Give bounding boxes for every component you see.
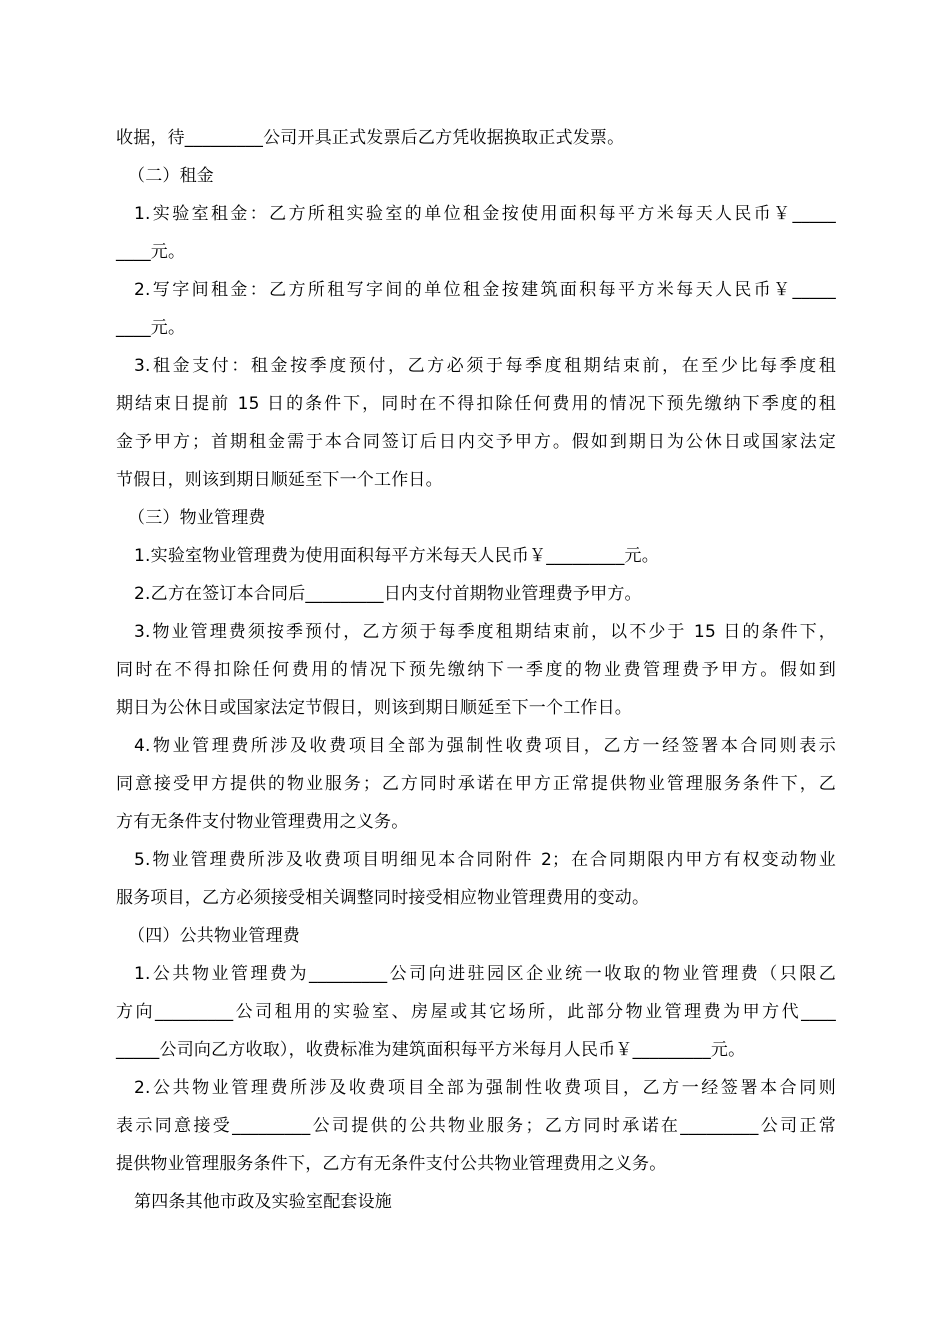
section-heading: （二）租金 [128, 166, 214, 186]
text-line: 3.租金支付：租金按季度预付，乙方必须于每季度租期结束前，在至少比每季度租 [134, 356, 836, 376]
text-line: 5.物业管理费所涉及收费项目明细见本合同附件 2；在合同期限内甲方有权变动物业 [134, 850, 836, 870]
text-line: 2.写字间租金：乙方所租写字间的单位租金按建筑面积每平方米每天人民币￥_____ [134, 280, 836, 300]
text-line: 1.实验室租金：乙方所租实验室的单位租金按使用面积每平方米每天人民币￥_____ [134, 204, 836, 224]
text-line: 提供物业管理服务条件下，乙方有无条件支付公共物业管理费用之义务。 [116, 1154, 667, 1174]
text-line: _____公司向乙方收取），收费标准为建筑面积每平方米每月人民币￥_________元。 [116, 1040, 746, 1060]
section-heading: （三）物业管理费 [128, 508, 266, 528]
text-line: 节假日，则该到期日顺延至下一个工作日。 [116, 470, 443, 490]
text-line: 同时在不得扣除任何费用的情况下预先缴纳下一季度的物业费管理费予甲方。假如到 [116, 660, 836, 680]
text-line: 1.实验室物业管理费为使用面积每平方米每天人民币￥_________元。 [134, 546, 659, 566]
text-line: 2.公共物业管理费所涉及收费项目全部为强制性收费项目，乙方一经签署本合同则 [134, 1078, 836, 1098]
text-line: 4.物业管理费所涉及收费项目全部为强制性收费项目，乙方一经签署本合同则表示 [134, 736, 836, 756]
text-line: 服务项目，乙方必须接受相关调整同时接受相应物业管理费用的变动。 [116, 888, 650, 908]
article-heading: 第四条其他市政及实验室配套设施 [134, 1192, 392, 1212]
text-line: ____元。 [116, 242, 186, 262]
text-line: 收据，待_________公司开具正式发票后乙方凭收据换取正式发票。 [116, 128, 625, 148]
text-line: 1.公共物业管理费为_________公司向进驻园区企业统一收取的物业管理费（只限乙 [134, 964, 836, 984]
text-line: 2.乙方在签订本合同后_________日内支付首期物业管理费予甲方。 [134, 584, 642, 604]
text-line: 期日为公休日或国家法定节假日，则该到期日顺延至下一个工作日。 [116, 698, 632, 718]
text-line: 期结束日提前 15 日的条件下，同时在不得扣除任何费用的情况下预先缴纳下季度的租 [116, 394, 836, 414]
text-line: 方向_________公司租用的实验室、房屋或其它场所，此部分物业管理费为甲方代____ [116, 1002, 836, 1022]
text-line: ____元。 [116, 318, 186, 338]
text-line: 表示同意接受_________公司提供的公共物业服务；乙方同时承诺在_________公司正常 [116, 1116, 836, 1136]
text-line: 同意接受甲方提供的物业服务；乙方同时承诺在甲方正常提供物业管理服务条件下，乙 [116, 774, 836, 794]
text-line: 3.物业管理费须按季预付，乙方须于每季度租期结束前，以不少于 15 日的条件下， [134, 622, 836, 642]
text-line: 金予甲方；首期租金需于本合同签订后日内交予甲方。假如到期日为公休日或国家法定 [116, 432, 836, 452]
text-line: 方有无条件支付物业管理费用之义务。 [116, 812, 409, 832]
section-heading: （四）公共物业管理费 [128, 926, 300, 946]
